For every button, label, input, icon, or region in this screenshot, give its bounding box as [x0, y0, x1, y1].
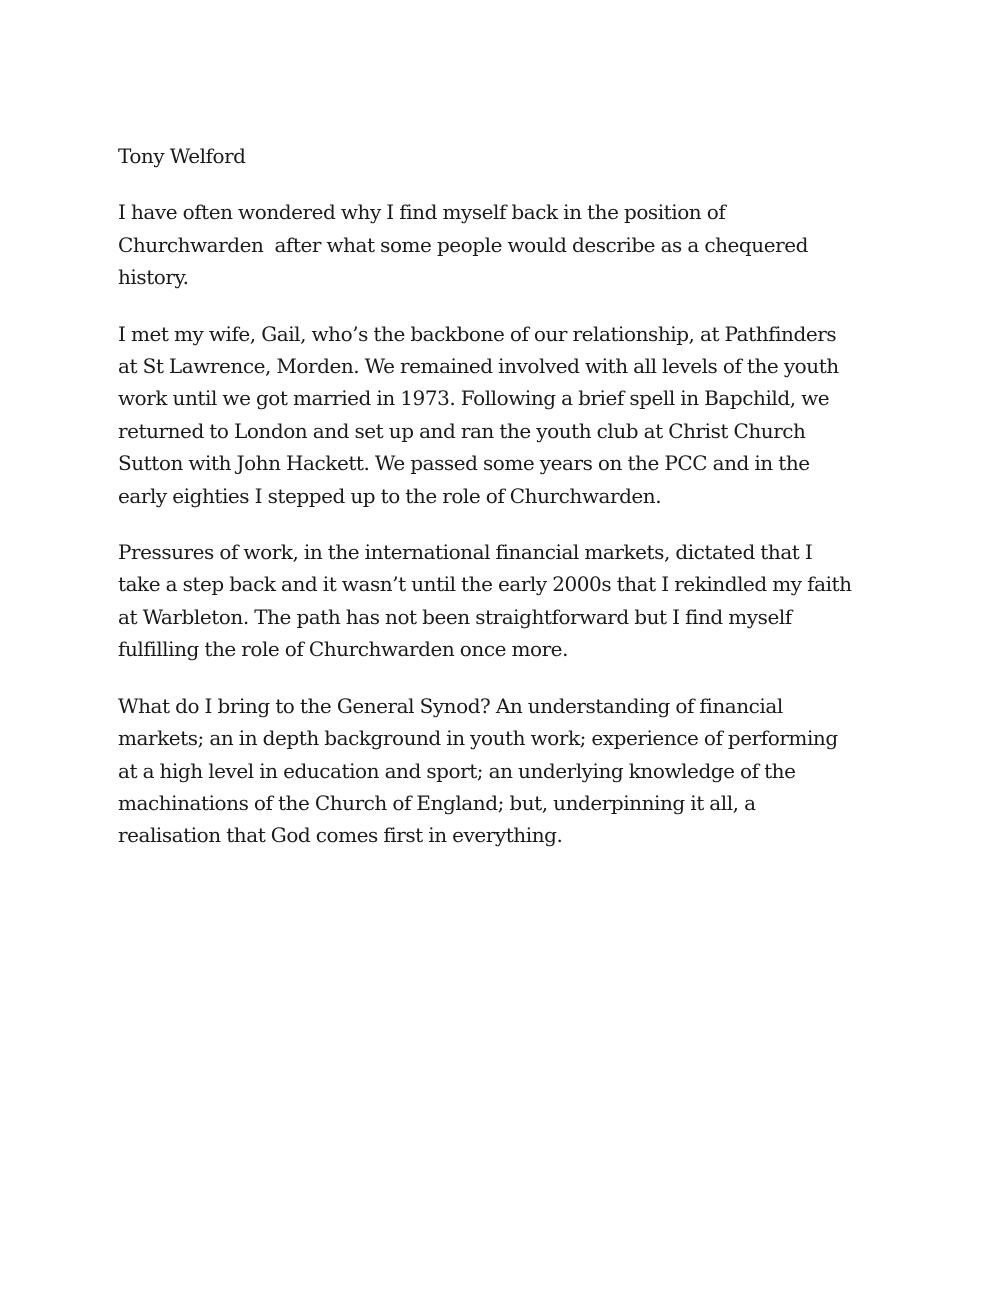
- text-line: I met my wife, Gail, who’s the backbone of our relationship, at Pathfinders: [118, 321, 837, 346]
- paragraph-youth-work: [118, 318, 893, 512]
- paragraph-churchwarden-intro: [118, 196, 893, 293]
- text-line: markets; an in depth background in youth work; experience of performing: [118, 726, 838, 751]
- text-line: realisation that God comes first in everything.: [118, 823, 563, 848]
- text-line: work until we got married in 1973. Following a brief spell in Bapchild, we: [118, 386, 830, 411]
- text-line: Sutton with John Hackett. We passed some years on the PCC and in the: [118, 451, 810, 476]
- text-line: take a step back and it wasn’t until the early 2000s that I rekindled my faith: [118, 572, 852, 597]
- text-line: returned to London and set up and ran the youth club at Christ Church: [118, 418, 806, 443]
- author-name: Tony Welford: [118, 144, 246, 168]
- text-line: machinations of the Church of England; but, underpinning it all, a: [118, 790, 756, 815]
- text-line: at a high level in education and sport; an underlying knowledge of the: [118, 758, 796, 783]
- text-line: I have often wondered why I find myself back in the position of: [118, 200, 726, 225]
- text-line: history.: [118, 265, 189, 290]
- text-line: What do I bring to the General Synod? An understanding of financial: [118, 693, 783, 718]
- paragraph-financial-markets: [118, 536, 893, 666]
- text-line: at St Lawrence, Morden. We remained involved with all levels of the youth: [118, 354, 839, 379]
- text-line: Pressures of work, in the international financial markets, dictated that I: [118, 540, 813, 565]
- text-line: fulfilling the role of Churchwarden once more.: [118, 637, 568, 662]
- paragraph-general-synod: [118, 690, 893, 852]
- document-body: [118, 140, 893, 876]
- text-line: early eighties I stepped up to the role of Churchwarden.: [118, 483, 662, 508]
- text-line: at Warbleton. The path has not been straightforward but I find myself: [118, 604, 792, 629]
- text-line: Churchwarden after what some people would describe as a chequered: [118, 232, 808, 257]
